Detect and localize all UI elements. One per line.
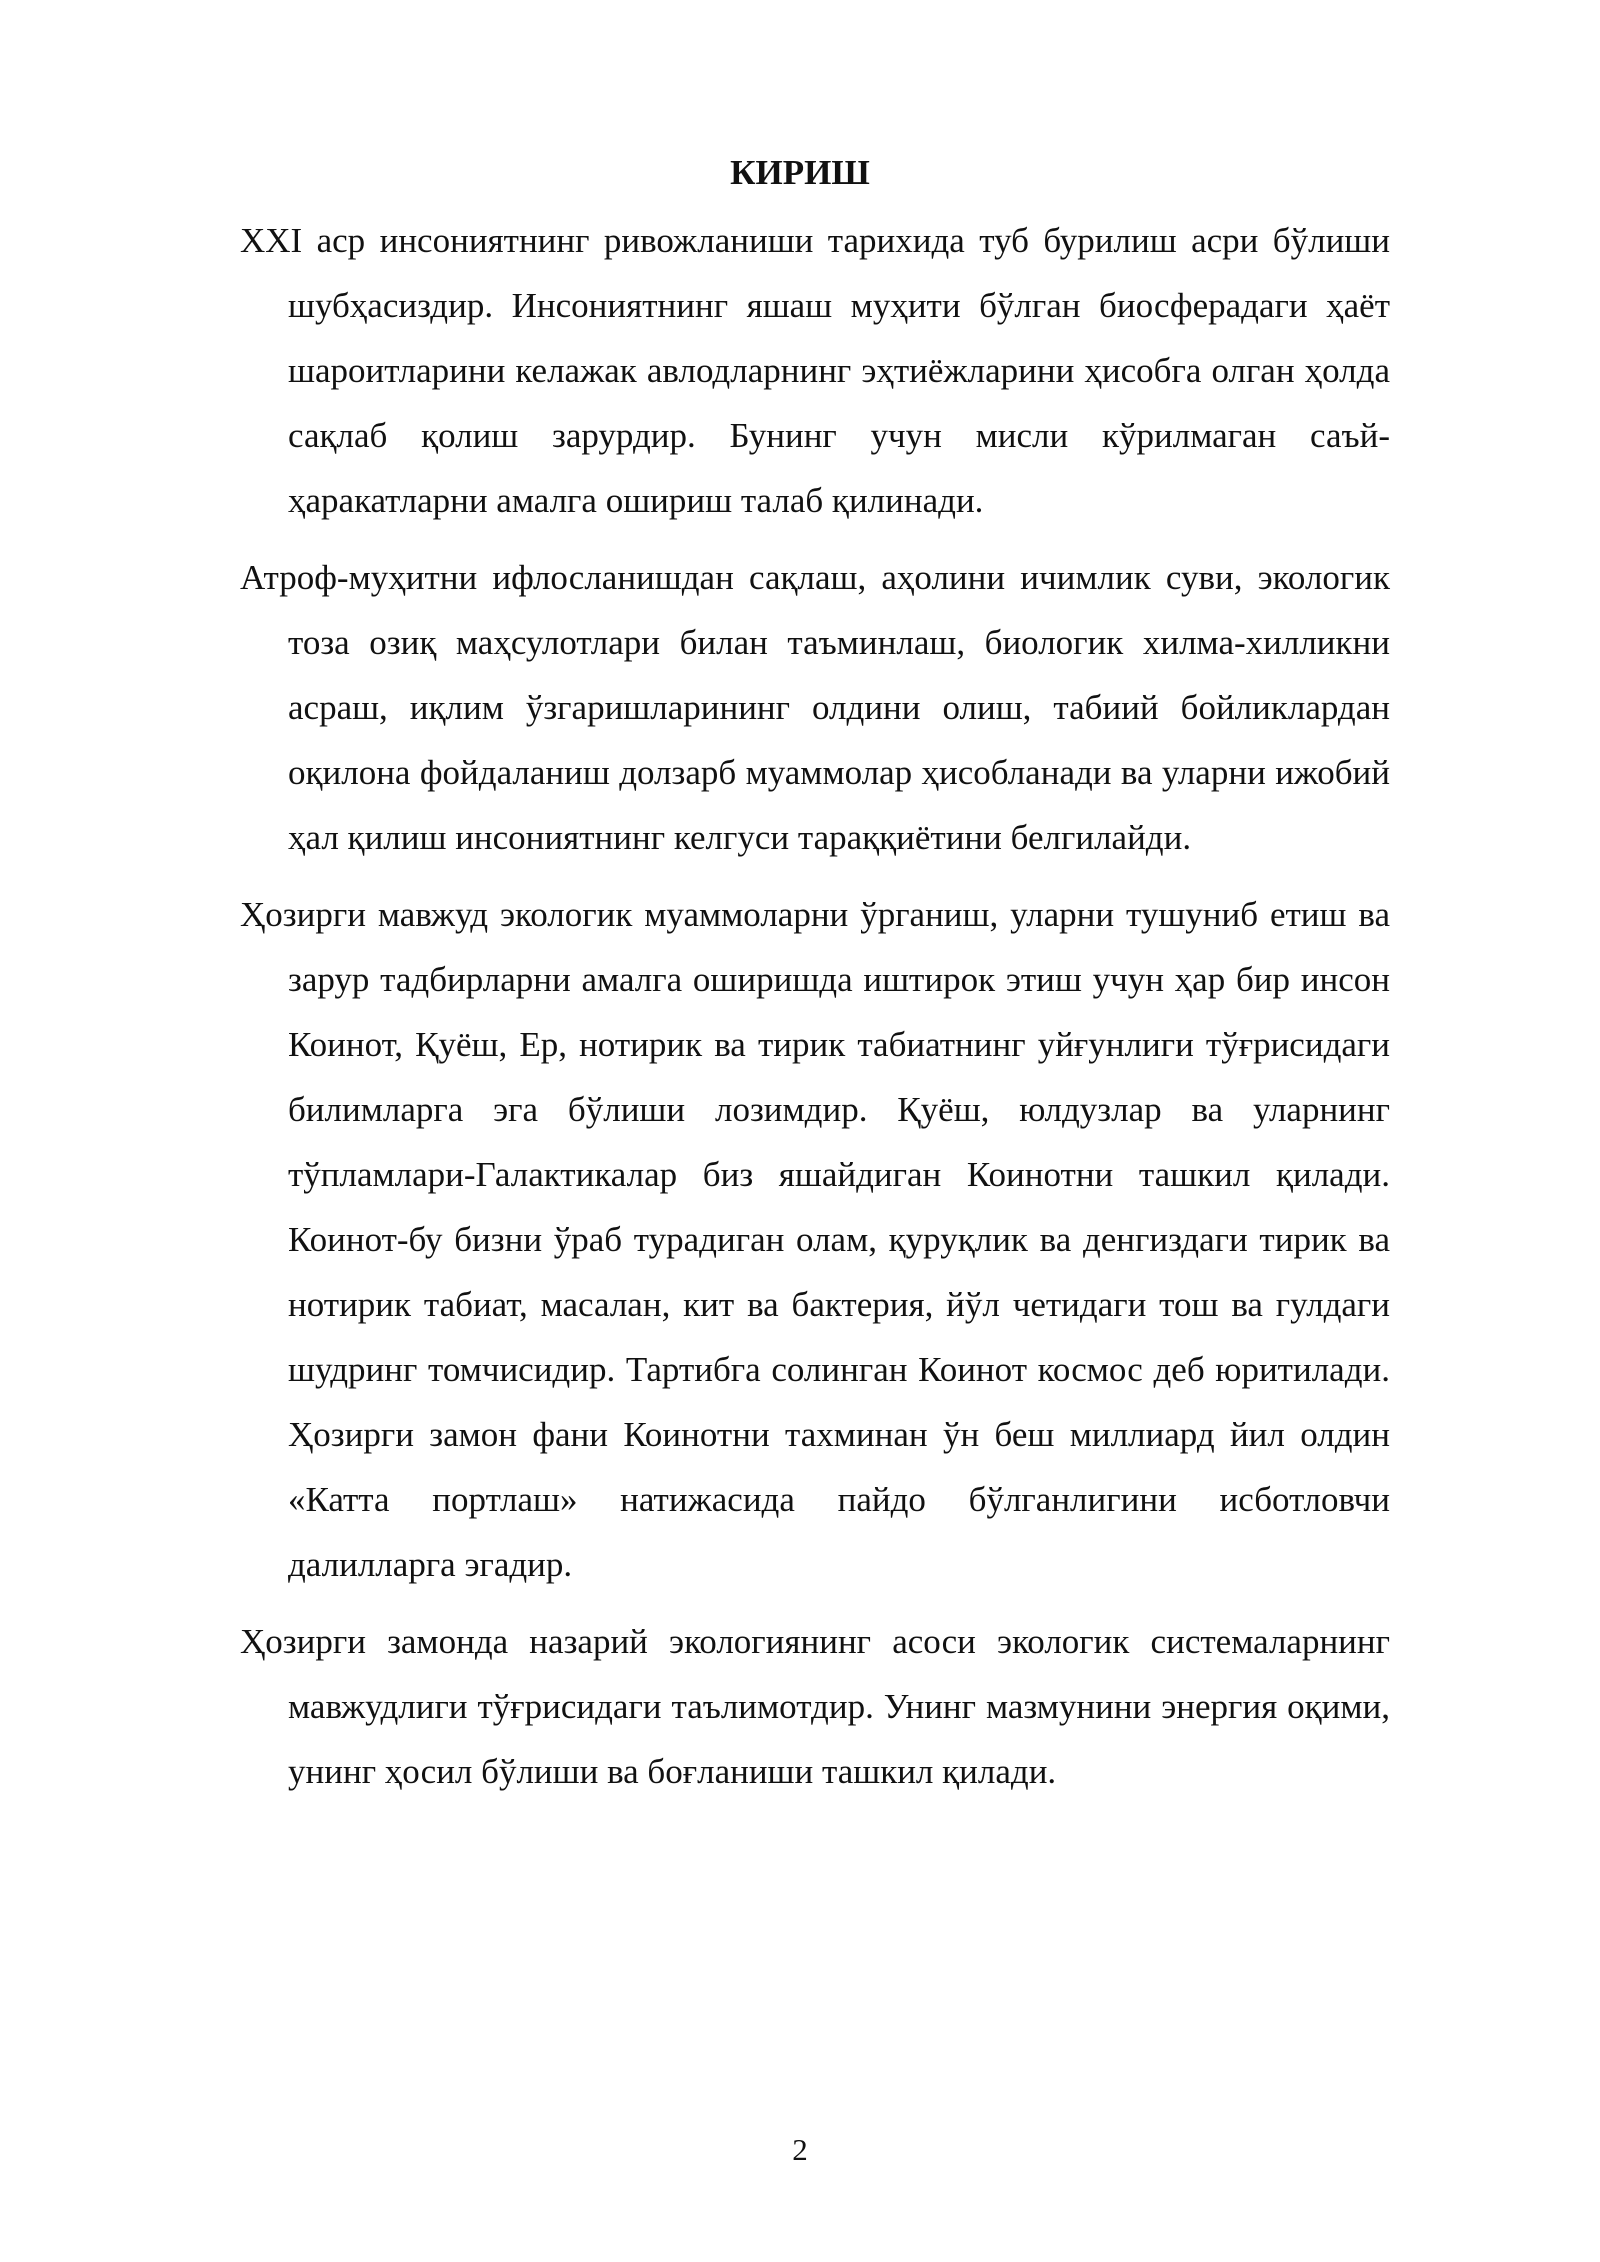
paragraph-4: Ҳозирги замонда назарий экологиянинг асоси экологик системаларнинг мавжудлиги тўғрисидаги таълимотдир. Унинг мазмунини энергия оқими, унинг ҳосил бўлиши ва боғланиши ташкил қилади. — [240, 1622, 1390, 1791]
page-title: КИРИШ — [730, 153, 870, 192]
paragraph-3: Ҳозирги мавжуд экологик муаммоларни ўрганиш, уларни тушуниб етиш ва зарур тадбирларни амалга оширишда иштирок этиш учун ҳар бир инсон Коинот, Қуёш, Ер, нотирик ва тирик табиатнинг уйғунлиги тўғрисидаги билимларга эга бўлиши лозимдир. Қуёш, юлдузлар ва уларнинг тўпламлари-Галактикалар биз яшайдиган Коинотни ташкил қилади. Коинот-бу бизни ўраб турадиган олам, қуруқлик ва денгиздаги тирик ва нотирик табиат, масалан, кит ва бактерия, йўл четидаги тош ва гулдаги шудринг томчисидир. Тартибга солинган Коинот космос деб юритилади. Ҳозирги замон фани Коинотни тахминан ўн беш миллиард йил олдин «Катта портлаш» натижасида пайдо бўлганлигини исботловчи далилларга эгадир. — [240, 895, 1390, 1584]
document-body — [240, 208, 1390, 1816]
paragraph-2: Атроф-муҳитни ифлосланишдан сақлаш, аҳолини ичимлик суви, экологик тоза озиқ маҳсулотлари билан таъминлаш, биологик хилма-хилликни асраш, иқлим ўзгаришларининг олдини олиш, табиий бойликлардан оқилона фойдаланиш долзарб муаммолар ҳисобланади ва уларни ижобий ҳал қилиш инсониятнинг келгуси тараққиётини белгилайди. — [240, 558, 1390, 857]
page-number: 2 — [792, 2132, 808, 2167]
paragraph-1: XXI аср инсониятнинг ривожланиши тарихида туб бурилиш асри бўлиши шубҳасиздир. Инсониятнинг яшаш муҳити бўлган биосферадаги ҳаёт шароитларини келажак авлодларнинг эҳтиёжларини ҳисобга олган ҳолда сақлаб қолиш зарурдир. Бунинг учун мисли кўрилмаган саъй-ҳаракатларни амалга ошириш талаб қилинади. — [240, 221, 1390, 520]
